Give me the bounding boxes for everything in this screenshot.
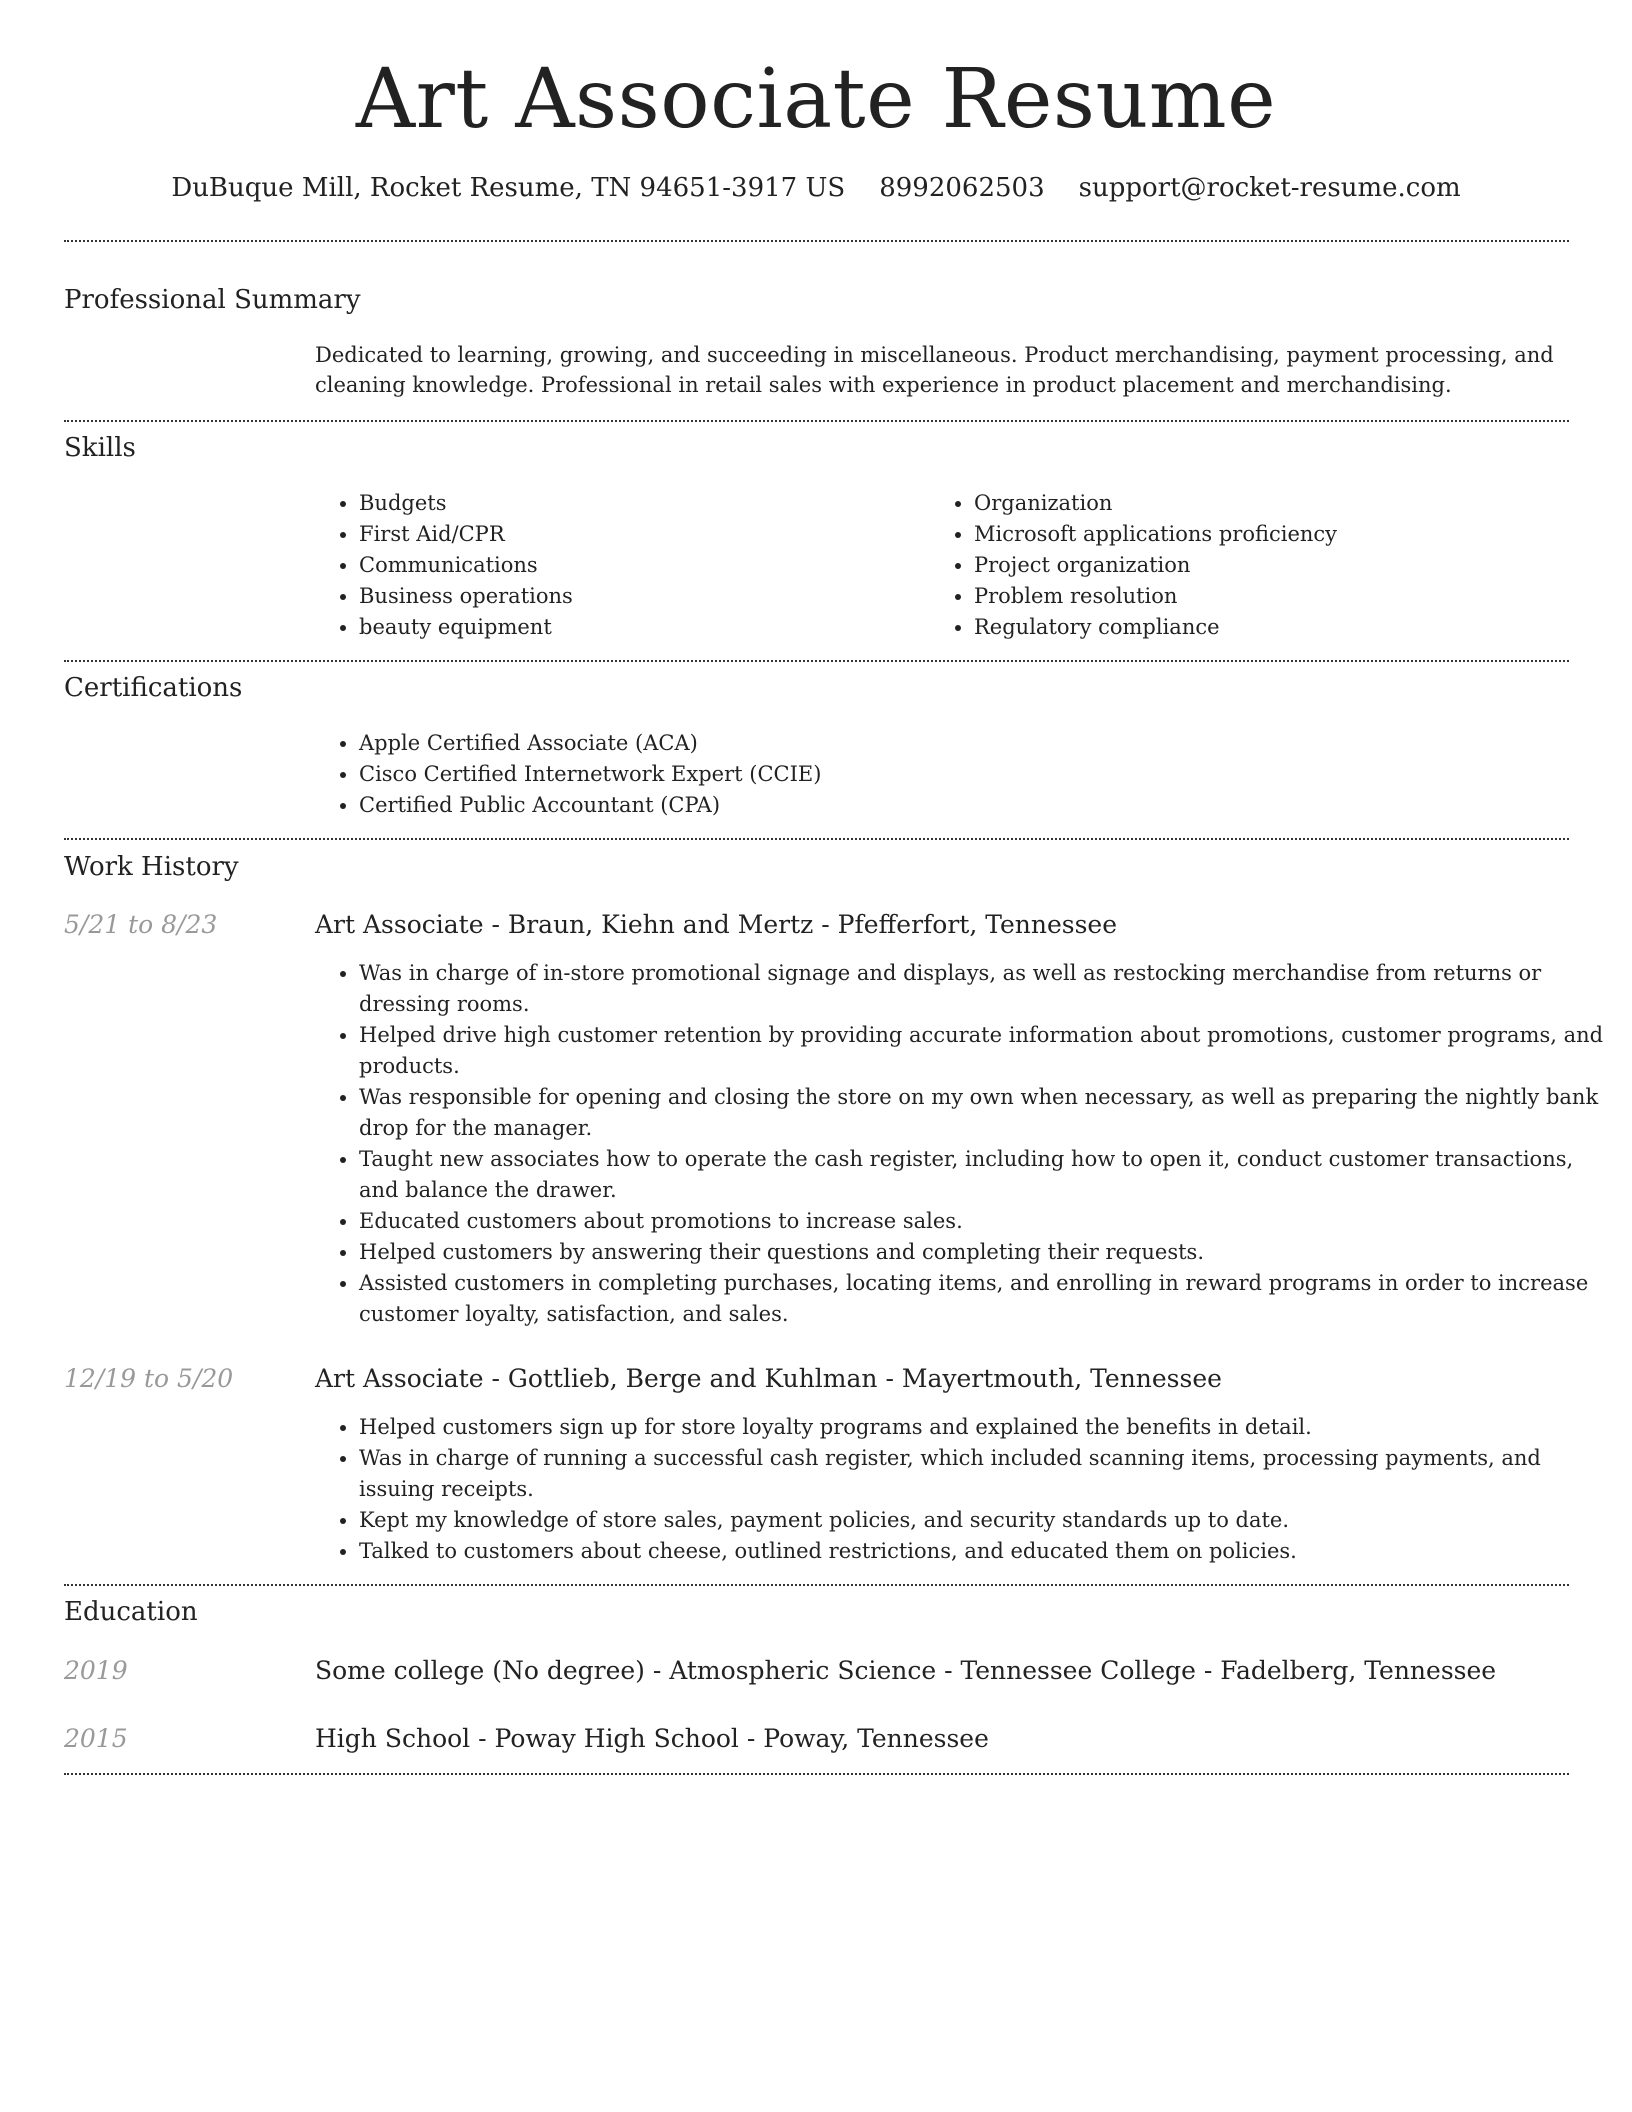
skill-item: • First Aid/CPR [359, 519, 919, 550]
job-bullet: • Assisted customers in completing purchases, locating items, and enrolling in reward programs in order to increase customer loyalty, satisfaction, and sales. [359, 1268, 1609, 1330]
divider [64, 1773, 1569, 1775]
divider [64, 1584, 1569, 1586]
divider [64, 660, 1569, 662]
job-bullet: • Was in charge of in-store promotional signage and displays, as well as restocking merchandise from returns or dressing rooms. [359, 958, 1609, 1020]
contact-phone: 8992062503 [879, 173, 1045, 203]
job-bullets [315, 1412, 1609, 1567]
education-year: 2015 [64, 1724, 128, 1753]
job-title: Art Associate - Braun, Kiehn and Mertz - Pfefferfort, Tennessee [315, 910, 1117, 939]
job-bullet: • Helped customers by answering their questions and completing their requests. [359, 1237, 1609, 1268]
summary-heading: Professional Summary [64, 285, 361, 315]
job-bullets [315, 958, 1609, 1330]
summary-text: Dedicated to learning, growing, and succeeding in miscellaneous. Product merchandising, payment processing, and cleaning knowledge. Professional in retail sales with experience in product placement and merchandising. [315, 343, 1554, 397]
job-dates: 12/19 to 5/20 [64, 1364, 234, 1393]
certification-item: • Cisco Certified Internetwork Expert (CCIE) [359, 759, 1609, 790]
education-heading: Education [64, 1597, 198, 1627]
skills-list-left [315, 488, 919, 643]
work-heading: Work History [64, 852, 239, 882]
skill-item: • Project organization [974, 550, 1594, 581]
contact-email: support@rocket-resume.com [1078, 173, 1461, 203]
skill-item: • beauty equipment [359, 612, 919, 643]
divider [64, 240, 1569, 242]
skill-item: • Business operations [359, 581, 919, 612]
job-dates: 5/21 to 8/23 [64, 910, 218, 939]
skill-item: • Regulatory compliance [974, 612, 1594, 643]
skill-item: • Communications [359, 550, 919, 581]
job-bullet: • Taught new associates how to operate the cash register, including how to open it, conduct customer transactions, and balance the drawer. [359, 1144, 1609, 1206]
job-bullet: • Helped drive high customer retention by providing accurate information about promotions, customer programs, and products. [359, 1020, 1609, 1082]
certifications-heading: Certifications [64, 673, 243, 703]
job-bullet: • Was responsible for opening and closing the store on my own when necessary, as well as preparing the nightly bank drop for the manager. [359, 1082, 1609, 1144]
job-bullet: • Talked to customers about cheese, outlined restrictions, and educated them on policies. [359, 1536, 1609, 1567]
education-year: 2019 [64, 1656, 128, 1685]
contact-address: DuBuque Mill, Rocket Resume, TN 94651-3917 US [171, 173, 846, 203]
skill-item: • Organization [974, 488, 1594, 519]
job-title: Art Associate - Gottlieb, Berge and Kuhlman - Mayertmouth, Tennessee [315, 1364, 1222, 1393]
certification-item: • Certified Public Accountant (CPA) [359, 790, 1609, 821]
divider [64, 838, 1569, 840]
skills-heading: Skills [64, 433, 136, 463]
job-bullet: • Kept my knowledge of store sales, payment policies, and security standards up to date. [359, 1505, 1609, 1536]
job-bullet: • Helped customers sign up for store loyalty programs and explained the benefits in detail. [359, 1412, 1609, 1443]
contact-line [0, 170, 1632, 206]
skill-item: • Microsoft applications proficiency [974, 519, 1594, 550]
resume-title: Art Associate Resume [355, 52, 1277, 147]
certifications-list [315, 728, 1609, 821]
education-entry: Some college (No degree) - Atmospheric Science - Tennessee College - Fadelberg, Tennessee [315, 1656, 1497, 1685]
skill-item: • Problem resolution [974, 581, 1594, 612]
job-bullet: • Educated customers about promotions to increase sales. [359, 1206, 1609, 1237]
education-entry: High School - Poway High School - Poway, Tennessee [315, 1724, 989, 1753]
skill-item: • Budgets [359, 488, 919, 519]
divider [64, 420, 1569, 422]
certification-item: • Apple Certified Associate (ACA) [359, 728, 1609, 759]
skills-list-right [930, 488, 1594, 643]
job-bullet: • Was in charge of running a successful cash register, which included scanning items, processing payments, and issuing receipts. [359, 1443, 1609, 1505]
